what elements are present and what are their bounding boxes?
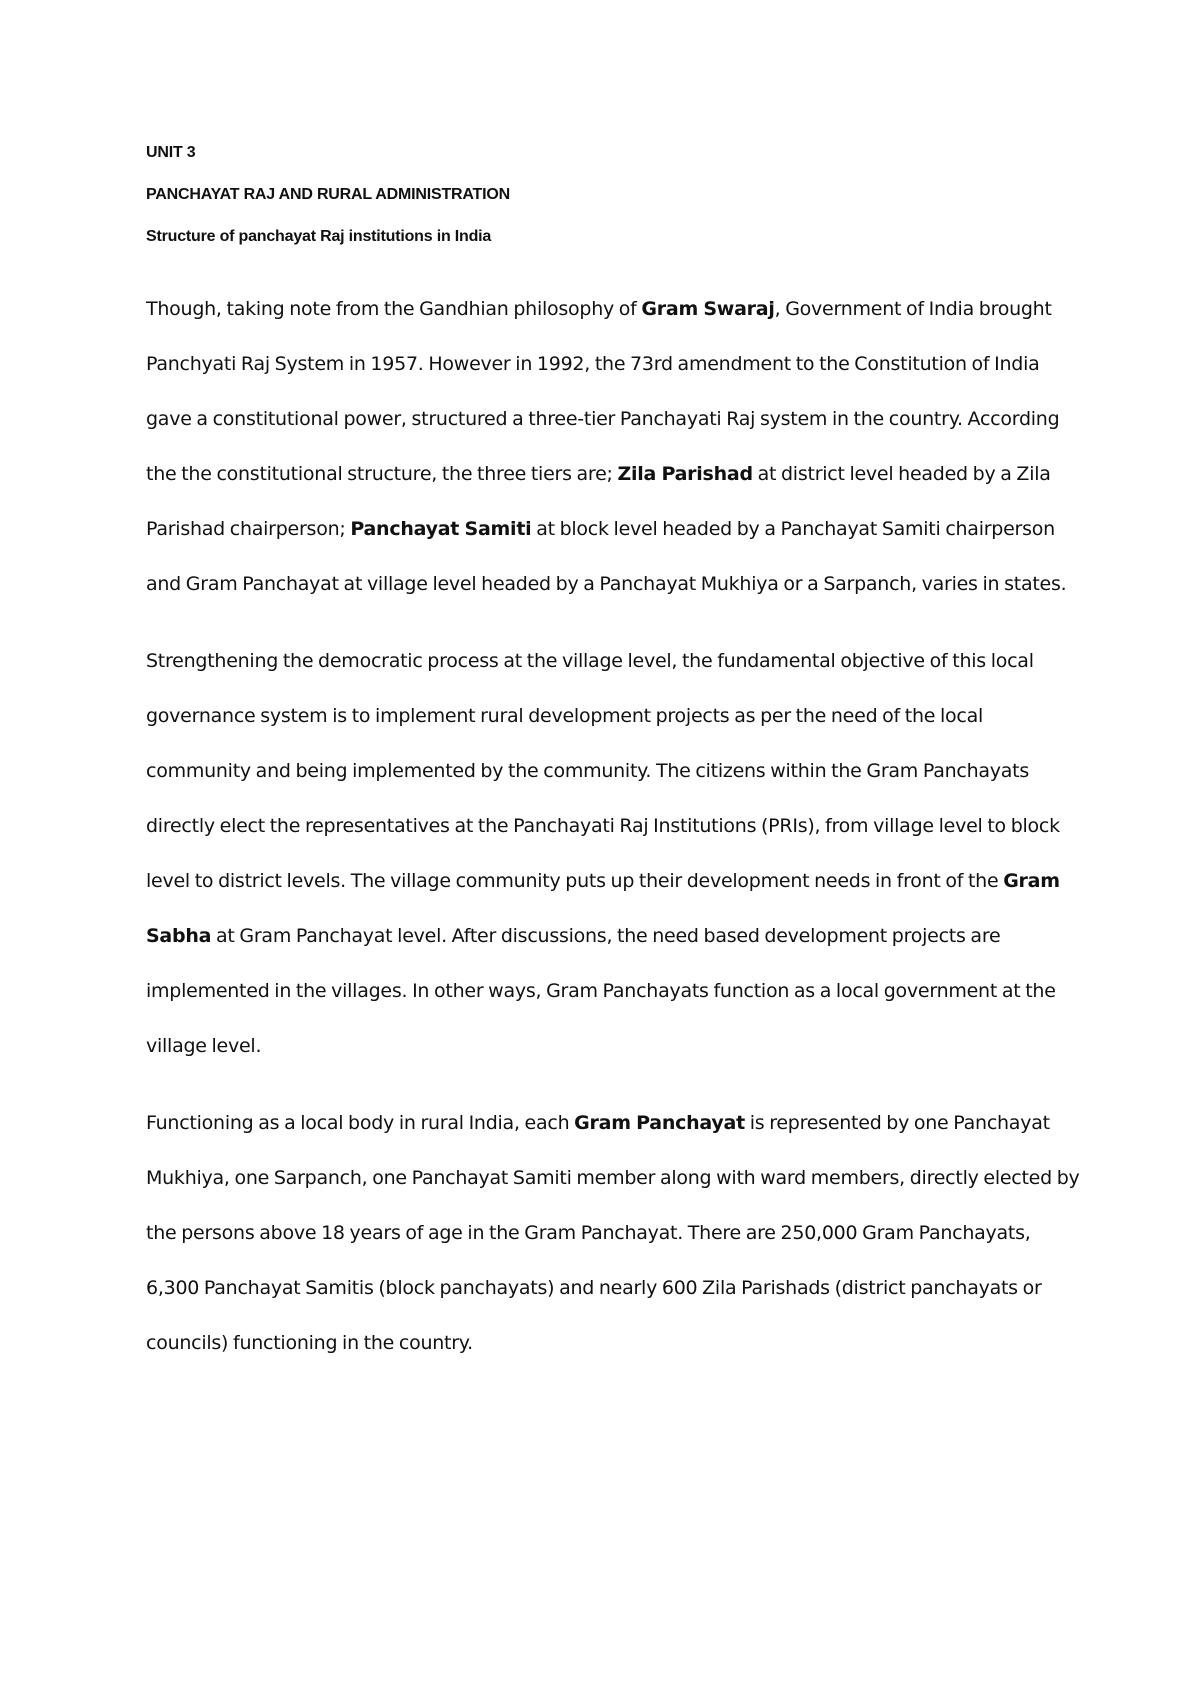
- term-panchayat-samiti: Panchayat Samiti: [350, 518, 532, 540]
- paragraph-text: at district level headed by a Zila Parishad chairperson;: [146, 463, 1051, 540]
- unit-heading: UNIT 3: [146, 144, 196, 161]
- chapter-title: PANCHAYAT RAJ AND RURAL ADMINISTRATION: [146, 186, 510, 203]
- paragraph-text: , Government of India brought Panchyati Raj System in 1957. However in 1992, the 73rd amendment to the Constitution of India gave a constitutional power, structured a three-tier Panchayati Raj system in the country. According the the constitutional structure, the three tiers are;: [146, 298, 1060, 485]
- paragraph-text: at block level headed by a Panchayat Samiti chairperson and Gram Panchayat at village level headed by a Panchayat Mukhiya or a Sarpanch, varies in states.: [146, 518, 1067, 595]
- term-gram-swaraj: Gram Swaraj: [641, 298, 775, 320]
- document-page: [146, 142, 1086, 1371]
- paragraph-objective: [146, 634, 1086, 1074]
- paragraph-functioning: [146, 1096, 1086, 1371]
- term-gram-panchayat: Gram Panchayat: [574, 1112, 745, 1134]
- paragraph-text: is represented by one Panchayat Mukhiya, one Sarpanch, one Panchayat Samiti member along with ward members, directly elected by the persons above 18 years of age in the Gram Panchayat. There are 250,000 Gram Panchayats, 6,300 Panchayat Samitis (block panchayats) and nearly 600 Zila Parishads (district panchayats or councils) functioning in the country.: [146, 1112, 1080, 1354]
- paragraph-text: Functioning as a local body in rural India, each: [146, 1112, 575, 1134]
- term-gram-sabha: Gram Sabha: [146, 870, 1060, 947]
- paragraph-text: at Gram Panchayat level. After discussions, the need based development projects are implemented in the villages. In other ways, Gram Panchayats function as a local government at the village level.: [146, 925, 1056, 1057]
- paragraph-text: Though, taking note from the Gandhian philosophy of: [146, 298, 642, 320]
- paragraph-structure: [146, 282, 1086, 612]
- section-subtitle: Structure of panchayat Raj institutions in India: [146, 228, 492, 245]
- term-zila-parishad: Zila Parishad: [617, 463, 753, 485]
- paragraph-text: Strengthening the democratic process at the village level, the fundamental objective of this local governance system is to implement rural development projects as per the need of the local community and being implemented by the community. The citizens within the Gram Panchayats directly elect the representatives at the Panchayati Raj Institutions (PRIs), from village level to block level to district levels. The village community puts up their development needs in front of the: [146, 650, 1060, 892]
